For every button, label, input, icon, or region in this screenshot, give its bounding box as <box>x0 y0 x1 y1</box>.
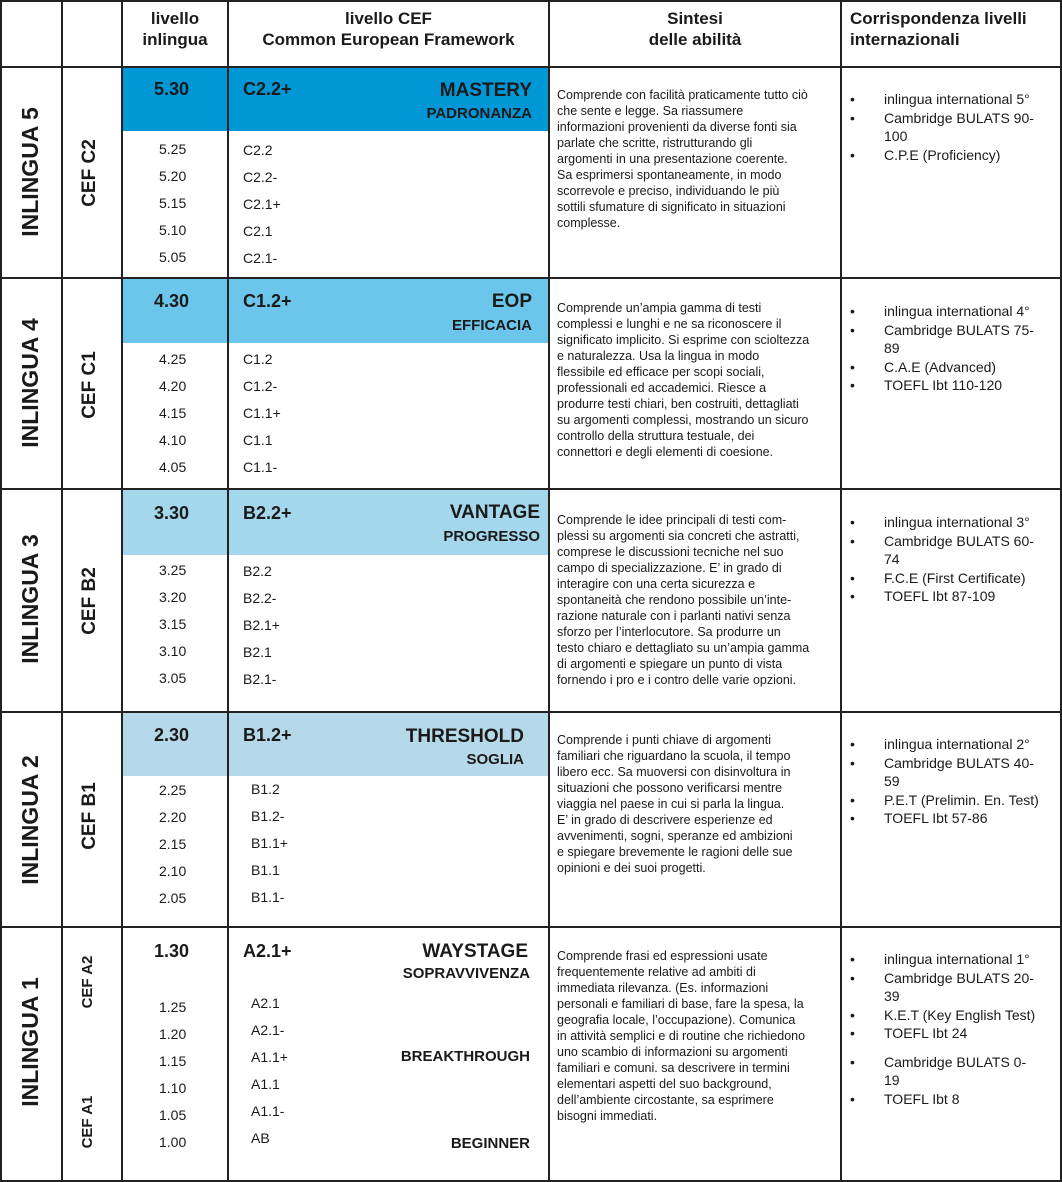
top-cef: A2.1+ <box>243 941 292 961</box>
list-item: • P.E.T (Prelimin. En. Test) <box>850 791 1044 810</box>
level-name-breakthrough: BREAKTHROUGH <box>400 1048 530 1065</box>
header-level: livello inlingua <box>142 9 208 49</box>
header-cef: livello CEF Common European Framework <box>262 9 515 49</box>
list-item: • Cambridge BULATS 20-39 <box>850 969 1034 1006</box>
correspondence-list <box>850 302 1050 395</box>
level-name: THRESHOLD <box>405 726 524 747</box>
level-list: 1.25 1.20 1.15 1.10 1.05 1.00 <box>159 999 187 1150</box>
list-item: • inlingua international 2° <box>850 735 1050 754</box>
list-item: • inlingua international 5° <box>850 90 1050 109</box>
cef-a2-label: CEF A2 <box>79 955 96 1009</box>
list-item: • TOEFL Ibt 87-109 <box>850 587 1050 606</box>
header-summary: Sintesi delle abilità <box>648 9 742 49</box>
cef-list: C2.2 C2.2- C2.1+ C2.1 C2.1- <box>243 142 281 266</box>
top-cef: C1.2+ <box>243 291 292 311</box>
level-name: MASTERY <box>439 80 532 101</box>
list-item: • K.E.T (Key English Test) <box>850 1006 1058 1025</box>
level-list: 5.25 5.20 5.15 5.10 5.05 <box>159 141 187 265</box>
cef-list: B2.2 B2.2- B2.1+ B2.1 B2.1- <box>243 563 280 687</box>
cef-label: CEF B1 <box>79 782 100 850</box>
list-item: • C.P.E (Proficiency) <box>850 146 1050 165</box>
inlingua-label: INLINGUA 4 <box>17 318 43 448</box>
level-name: WAYSTAGE <box>422 941 528 962</box>
list-item: • TOEFL Ibt 110-120 <box>850 376 1050 395</box>
inlingua-label: INLINGUA 3 <box>17 534 43 664</box>
level-subname: PADRONANZA <box>426 105 532 122</box>
cef-label: CEF B2 <box>79 567 100 635</box>
skills-summary: Comprende i punti chiave di argomenti familiari che riguardano la scuola, il tempo libero ecc. Sa muoversi con disinvoltura in situazioni che possono verificarsi mentre viaggia nel paese in cui si parla la lingua. E’ in grado di descrivere esperienze ed avvenimenti, sogni, speranze ed ambizioni e spiegare brevemente le ragioni delle sue opinioni e dei suoi progetti. <box>557 733 793 875</box>
skills-summary: Comprende con facilità praticamente tutto ciò che sente e legge. Sa riassumere informazioni provenienti da diverse fonti sia parlate che scritte, ristrutturando gli argomenti in una presentazione coerente. Sa esprimersi spontaneamente, in modo scorrevole e preciso, individuando le più sottili sfumature di significato in situazioni complesse. <box>557 88 808 230</box>
top-level: 2.30 <box>154 725 190 745</box>
inlingua-label: INLINGUA 1 <box>17 977 43 1107</box>
cef-list: C1.2 C1.2- C1.1+ C1.1 C1.1- <box>243 351 281 475</box>
correspondence-list <box>850 950 1058 1108</box>
cef-label: CEF C2 <box>79 139 100 207</box>
inlingua-label: INLINGUA 5 <box>17 107 43 237</box>
correspondence-list <box>850 513 1050 606</box>
level-subname: PROGRESSO <box>443 528 540 545</box>
cef-label: CEF C1 <box>79 351 100 419</box>
correspondence-list <box>850 735 1050 828</box>
list-item: • Cambridge BULATS 0-19 <box>850 1053 1034 1090</box>
list-item: • inlingua international 1° <box>850 950 1058 969</box>
level-name: EOP <box>491 291 532 312</box>
level-list: 4.25 4.20 4.15 4.10 4.05 <box>159 351 187 475</box>
skills-summary: Comprende le idee principali di testi com- plessi su argomenti sia concreti che astratti, comprese le discussioni tecniche nel suo campo di specializzazione. E’ in grado di interagire con una certa sicurezza e spontaneità che rendono possibile un’inte- razione naturale con i parlanti nativi senza sforzo per l’interlocutore. Sa produrre un testo chiaro e dettagliato su un’ampia gamma di argomenti e spiegare un punto di vista fornendo i pro e i contro delle varie opzioni. <box>557 513 810 687</box>
list-item: • Cambridge BULATS 75-89 <box>850 321 1034 358</box>
list-item: • Cambridge BULATS 60-74 <box>850 532 1034 569</box>
list-item: • inlingua international 4° <box>850 302 1050 321</box>
list-item: • F.C.E (First Certificate) <box>850 569 1050 588</box>
top-level: 4.30 <box>154 291 190 311</box>
list-item: • Cambridge BULATS 90-100 <box>850 109 1034 146</box>
list-item: • C.A.E (Advanced) <box>850 358 1050 377</box>
skills-summary: Comprende frasi ed espressioni usate frequentemente relative ad ambiti di immediata rilevanza. (Es. informazioni personali e familiari di base, fare la spesa, la geografia locale, l’occupazione). Comunica in attività semplici e di routine che richiedono uno scambio di informazioni su argomenti familiari e comuni. sa descrivere in termini elementari aspetti del suo background, dell’ambiente circostante, sa esprimere bisogni immediati. <box>557 949 806 1123</box>
list-item: • TOEFL Ibt 57-86 <box>850 809 1050 828</box>
list-item: • TOEFL Ibt 8 <box>850 1090 1058 1109</box>
level-subname: SOGLIA <box>466 751 524 768</box>
level-subname: EFFICACIA <box>452 317 532 334</box>
top-cef: C2.2+ <box>243 79 292 99</box>
header-correspondence: Corrispondenza livelli internazionali <box>850 9 1027 49</box>
level-subname: SOPRAVVIVENZA <box>402 965 530 982</box>
list-item: • Cambridge BULATS 40-59 <box>850 754 1034 791</box>
top-level: 3.30 <box>154 503 190 523</box>
inlingua-label: INLINGUA 2 <box>17 755 43 885</box>
correspondence-list <box>850 90 1050 164</box>
cef-list: B1.2 B1.2- B1.1+ B1.1 B1.1- <box>251 781 288 905</box>
top-level: 1.30 <box>154 941 190 961</box>
cef-a1-label: CEF A1 <box>79 1095 96 1149</box>
list-item: • TOEFL Ibt 24 <box>850 1024 1058 1043</box>
top-level: 5.30 <box>154 79 190 99</box>
level-list: 3.25 3.20 3.15 3.10 3.05 <box>159 562 187 686</box>
top-cef: B1.2+ <box>243 725 292 745</box>
cef-list: A2.1 A2.1- A1.1+ A1.1 A1.1- AB <box>251 995 288 1146</box>
level-name-beginner: BEGINNER <box>450 1135 530 1152</box>
skills-summary: Comprende un’ampia gamma di testi complessi e lunghi e ne sa riconoscere il significato implicito. Si esprime con scioltezza e naturalezza. Usa la lingua in modo flessibile ed efficace per scopi sociali, professionali ed accademici. Riesce a produrre testi chiari, ben costruiti, dettagliati su argomenti complessi, mostrando un sicuro controllo della struttura testuale, dei connettori e degli elementi di coesione. <box>557 301 810 459</box>
level-name: VANTAGE <box>449 502 540 523</box>
top-cef: B2.2+ <box>243 503 292 523</box>
level-list: 2.25 2.20 2.15 2.10 2.05 <box>159 782 187 906</box>
list-item: • inlingua international 3° <box>850 513 1050 532</box>
